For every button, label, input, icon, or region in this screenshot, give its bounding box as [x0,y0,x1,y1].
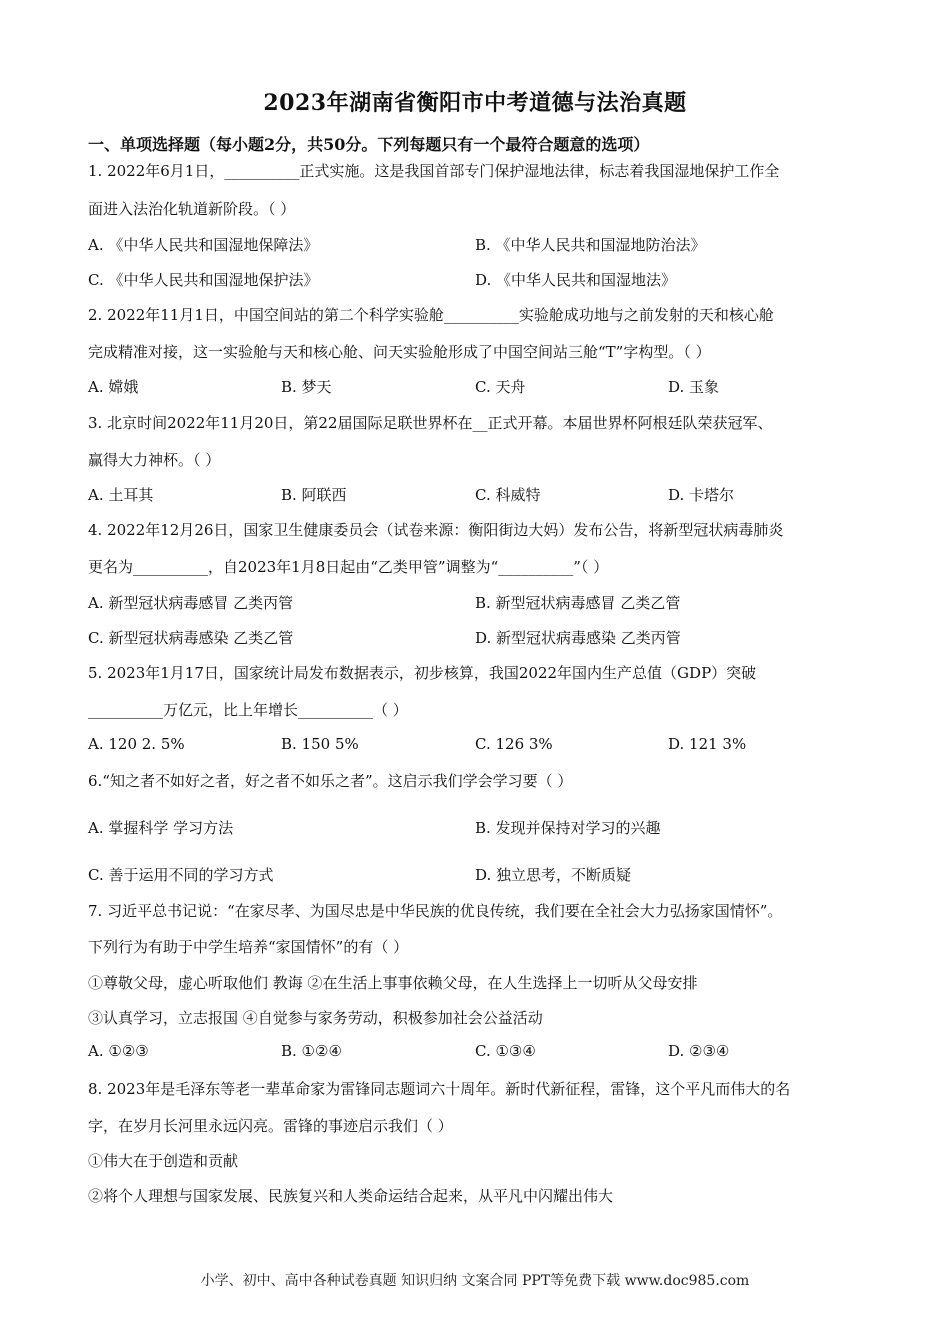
page-footer: 小学、初中、高中各种试卷真题 知识归纳 文案合同 PPT等免费下载 www.doc985.com [200,1273,750,1289]
question-6-option-b: B. 发现并保持对学习的兴趣 [475,819,661,837]
question-6-line-1: 6.“知之者不如好之者，好之者不如乐之者”。这启示我们学会学习要（ ） [88,772,573,790]
question-1-option-a: A. 《中华人民共和国湿地保障法》 [88,236,319,254]
question-3-line-2: 赢得大力神杯。（ ） [88,451,221,469]
question-5-option-c: C. 126 3% [475,735,553,753]
question-2-line-1: 2. 2022年11月1日，中国空间站的第二个科学实验舱__________实验舱成功地与之前发射的天和核心舱 [88,306,774,324]
question-5-option-b: B. 150 5% [281,735,359,753]
question-2-option-a: A. 嫦娥 [88,378,139,396]
question-3-option-a: A. 土耳其 [88,486,154,504]
question-7-option-a: A. ①②③ [88,1042,149,1060]
question-3-option-d: D. 卡塔尔 [668,486,735,504]
question-1-line-1: 1. 2022年6月1日，__________正式实施。这是我国首部专门保护湿地法律，标志着我国湿地保护工作全 [88,162,780,180]
page-title: 2023年湖南省衡阳市中考道德与法治真题 [263,90,687,116]
question-4-line-2: 更名为__________，自2023年1月8日起由“乙类甲管”调整为“__________”（ ） [88,558,609,576]
question-2-option-c: C. 天舟 [475,378,526,396]
question-7-line-1: 7. 习近平总书记说：“在家尽孝、为国尽忠是中华民族的优良传统，我们要在全社会大力弘扬家国情怀”。 [88,902,783,920]
question-2-line-2: 完成精准对接，这一实验舱与天和核心舱、问天实验舱形成了中国空间站三舱“T”字构型。（ ） [88,343,711,361]
question-7-line-2: 下列行为有助于中学生培养“家国情怀”的有（ ） [88,938,409,956]
question-5-line-1: 5. 2023年1月17日，国家统计局发布数据表示，初步核算，我国2022年国内生产总值（GDP）突破 [88,664,757,682]
question-6-option-c: C. 善于运用不同的学习方式 [88,866,274,884]
question-7-option-c: C. ①③④ [475,1042,536,1060]
question-7-statement-2: ③认真学习，立志报国 ④自觉参与家务劳动，积极参加社会公益活动 [88,1009,543,1027]
question-5-option-d: D. 121 3% [668,735,747,753]
question-5-option-a: A. 120 2. 5% [88,735,185,753]
question-5-line-2: __________万亿元，比上年增长__________（ ） [88,701,408,719]
question-4-option-a: A. 新型冠状病毒感冒 乙类丙管 [88,594,294,612]
question-8-statement-1: ①伟大在于创造和贡献 [88,1152,239,1170]
question-1-option-c: C. 《中华人民共和国湿地保护法》 [88,271,319,289]
question-2-option-d: D. 玉象 [668,378,720,396]
question-7-option-d: D. ②③④ [668,1042,730,1060]
question-6-option-a: A. 掌握科学 学习方法 [88,819,234,837]
question-4-option-b: B. 新型冠状病毒感冒 乙类乙管 [475,594,681,612]
question-1-option-d: D. 《中华人民共和国湿地法》 [475,271,677,289]
question-4-option-c: C. 新型冠状病毒感染 乙类乙管 [88,629,294,647]
question-8-line-2: 字，在岁月长河里永远闪亮。雷锋的事迹启示我们（ ） [88,1117,453,1135]
question-4-line-1: 4. 2022年12月26日，国家卫生健康委员会（试卷来源：衡阳街边大妈）发布公告，将新型冠状病毒肺炎 [88,521,784,539]
question-6-option-d: D. 独立思考，不断质疑 [475,866,632,884]
question-7-option-b: B. ①②④ [281,1042,342,1060]
question-1-line-2: 面进入法治化轨道新阶段。（ ） [88,200,296,218]
question-8-line-1: 8. 2023年是毛泽东等老一辈革命家为雷锋同志题词六十周年。新时代新征程，雷锋，这个平凡而伟大的名 [88,1080,791,1098]
question-3-option-c: C. 科威特 [475,486,541,504]
question-8-statement-2: ②将个人理想与国家发展、民族复兴和人类命运结合起来，从平凡中闪耀出伟大 [88,1187,614,1205]
question-2-option-b: B. 梦天 [281,378,332,396]
section-heading: 一、单项选择题（每小题2分，共50分。下列每题只有一个最符合题意的选项） [88,135,650,154]
question-1-option-b: B. 《中华人民共和国湿地防治法》 [475,236,706,254]
question-3-option-b: B. 阿联西 [281,486,347,504]
question-7-statement-1: ①尊敬父母，虚心听取他们 教诲 ②在生活上事事依赖父母，在人生选择上一切听从父母安排 [88,974,698,992]
question-4-option-d: D. 新型冠状病毒感染 乙类丙管 [475,629,681,647]
question-3-line-1: 3. 北京时间2022年11月20日，第22届国际足联世界杯在__正式开幕。本届世界杯阿根廷队荣获冠军、 [88,414,773,432]
